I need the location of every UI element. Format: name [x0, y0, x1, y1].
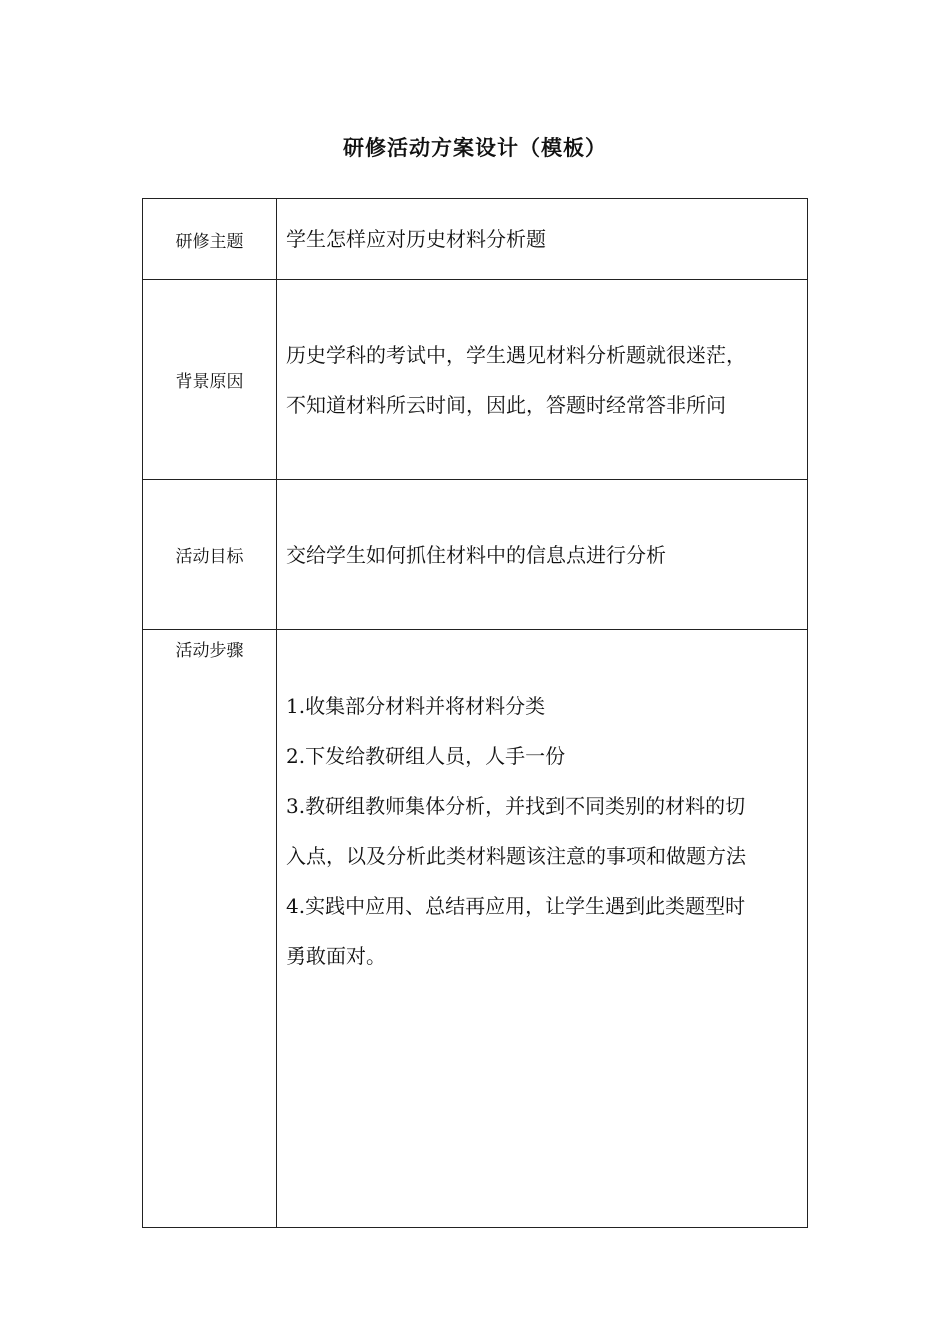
background-line-1: 历史学科的考试中，学生遇见材料分析题就很迷茫， [286, 342, 746, 367]
steps-line-6: 勇敢面对。 [286, 944, 386, 968]
steps-line-4: 入点，以及分析此类材料题该注意的事项和做题方法 [286, 844, 746, 868]
table-row-topic [143, 199, 808, 280]
activity-plan-table [142, 198, 808, 1228]
background-label: 背景原因 [143, 280, 277, 480]
topic-line: 学生怎样应对历史材料分析题 [286, 227, 546, 251]
goal-label: 活动目标 [143, 480, 277, 630]
background-line-2: 不知道材料所云时间，因此，答题时经常答非所问 [286, 392, 726, 417]
steps-line-2: 2.下发给教研组人员，人手一份 [286, 744, 566, 768]
steps-line-1: 1.收集部分材料并将材料分类 [286, 694, 546, 718]
goal-line: 交给学生如何抓住材料中的信息点进行分析 [286, 542, 666, 567]
topic-content [277, 199, 808, 280]
steps-content [277, 630, 808, 1228]
goal-content [277, 480, 808, 630]
table-row-background [143, 280, 808, 480]
background-content [277, 280, 808, 480]
steps-label: 活动步骤 [143, 630, 277, 1228]
table-row-goal [143, 480, 808, 630]
topic-label: 研修主题 [143, 199, 277, 280]
steps-line-3: 3.教研组教师集体分析，并找到不同类别的材料的切 [286, 794, 746, 818]
steps-line-5: 4.实践中应用、总结再应用，让学生遇到此类题型时 [286, 894, 746, 918]
document-title: 研修活动方案设计（模板） [343, 135, 607, 160]
table-row-steps [143, 630, 808, 1228]
